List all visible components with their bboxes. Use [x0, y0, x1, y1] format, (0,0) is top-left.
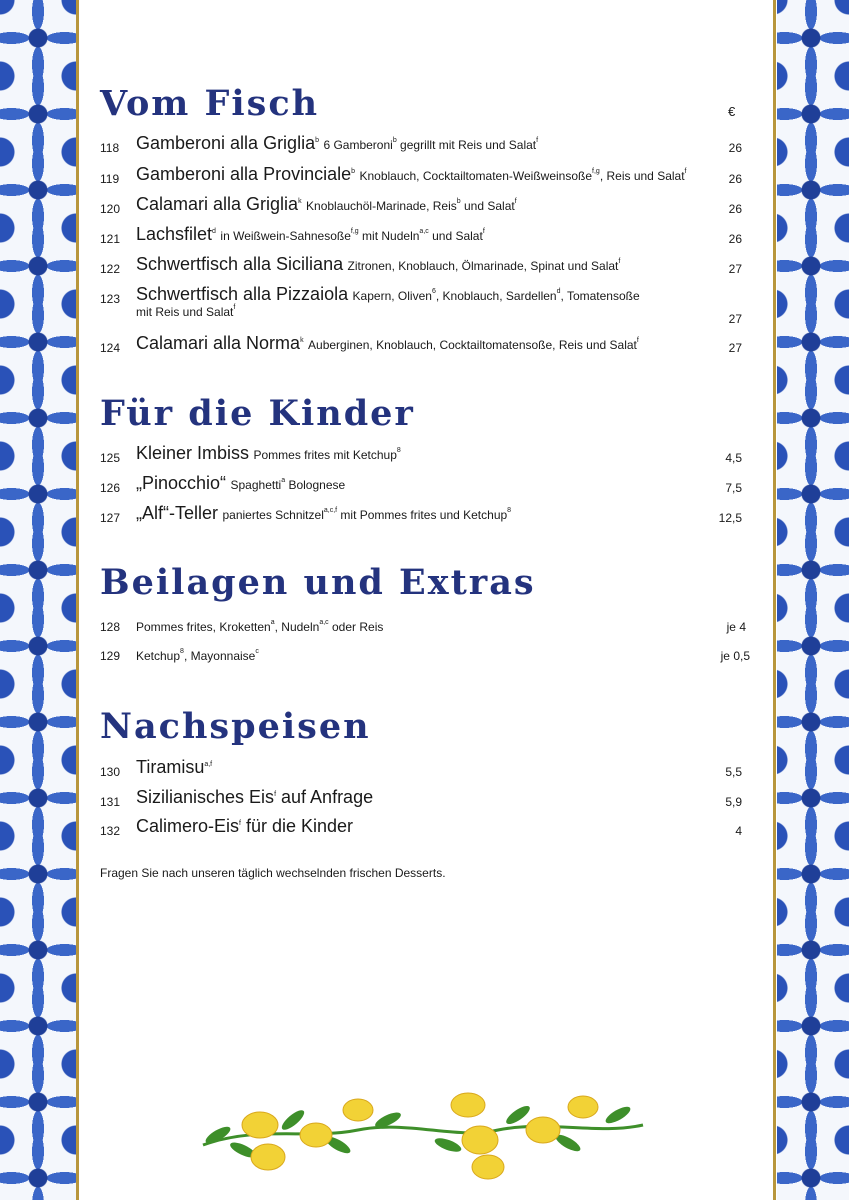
allergen-code: a,c [319, 619, 329, 626]
item-description: , Reis und Salat [599, 169, 685, 183]
item-name: „Pinocchio“ [136, 473, 227, 493]
allergen-code: a,c [419, 228, 429, 235]
item-number: 130 [100, 765, 121, 779]
allergen-code: a [281, 477, 286, 484]
item-number: 124 [100, 341, 121, 355]
item-name: Calimero-Eis [136, 816, 240, 836]
item-number: 121 [100, 232, 121, 246]
item-price: 26 [728, 141, 742, 155]
item-price: 27 [728, 312, 742, 326]
allergen-code: f [536, 137, 539, 144]
item-name: Kleiner Imbiss [136, 443, 250, 463]
item-description: Pommes frites, Kroketten [136, 620, 271, 634]
section-title-kids: Für die Kinder [100, 393, 415, 434]
item-number: 127 [100, 511, 121, 525]
item-price: 5,5 [725, 765, 742, 779]
allergen-code: f [482, 228, 485, 235]
item-description: Knoblauch, Cocktailtomaten-Weißweinsoße [359, 169, 593, 183]
item-number: 128 [100, 620, 121, 634]
item-price: je 4 [726, 620, 746, 634]
item-number: 131 [100, 795, 121, 809]
item-price: 26 [728, 232, 742, 246]
item-description: , Nudeln [274, 620, 320, 634]
allergen-code: f [514, 198, 517, 205]
item-price: 26 [728, 172, 742, 186]
item-description: Ketchup [136, 649, 181, 663]
item-price: 5,9 [725, 795, 742, 809]
allergen-code: a [270, 619, 275, 626]
item-description: in Weißwein-Sahnesoße [220, 229, 351, 243]
item-name: Lachsfilet [136, 224, 213, 244]
allergen-code: b [392, 137, 397, 144]
item-description: und Salat [460, 199, 515, 213]
lemon-branch-illustration [198, 1085, 648, 1185]
item-description: Knoblauchöl-Marinade, Reis [306, 199, 457, 213]
item-description: Spaghetti [230, 478, 282, 492]
allergen-code: 8 [507, 507, 512, 514]
azulejo-tile-border-left [0, 0, 76, 1200]
item-description: Kapern, Oliven [352, 289, 432, 303]
item-price: 12,5 [718, 511, 742, 525]
allergen-code: f [233, 304, 236, 311]
allergen-code: k [300, 337, 304, 344]
allergen-code: f [618, 258, 621, 265]
item-name: Sizilianisches Eis [136, 787, 275, 807]
item-number: 118 [100, 141, 120, 155]
item-description: , Tomatensoße [560, 289, 640, 303]
item-description: Auberginen, Knoblauch, Cocktailtomatensoße, Reis und Salat [308, 338, 637, 352]
item-number: 129 [100, 649, 121, 663]
allergen-code: f,g [350, 228, 359, 235]
item-description: Bolognese [285, 478, 346, 492]
item-description: oder Reis [328, 620, 384, 634]
item-price: 4,5 [725, 451, 742, 465]
item-description: Pommes frites mit Ketchup [253, 448, 397, 462]
allergen-code: a,f [204, 761, 213, 768]
allergen-code: f [239, 820, 241, 827]
allergen-code: f,g [592, 168, 600, 175]
allergen-code: c [255, 648, 259, 655]
item-name: Gamberoni alla Provinciale [136, 164, 352, 184]
item-number: 123 [100, 292, 121, 306]
item-description: paniertes Schnitzel [222, 508, 324, 522]
azulejo-tile-border-right [777, 0, 849, 1200]
section-title-sides: Beilagen und Extras [100, 562, 536, 603]
item-description: , Knoblauch, Sardellen [435, 289, 557, 303]
section-title-fish: Vom Fisch [100, 83, 320, 124]
item-name: Tiramisu [136, 757, 205, 777]
item-description: 6 Gamberoni [323, 138, 393, 152]
item-number: 120 [100, 202, 121, 216]
allergen-code: 8 [180, 648, 184, 655]
item-description: mit Reis und Salat [136, 305, 234, 319]
item-description: Zitronen, Knoblauch, Ölmarinade, Spinat und Salat [347, 259, 619, 273]
item-name: Schwertfisch alla Siciliana [136, 254, 344, 274]
allergen-code: d [556, 288, 561, 295]
item-name: Calamari alla Norma [136, 333, 301, 353]
item-price: 7,5 [725, 481, 742, 495]
allergen-code: a,c,f [323, 507, 338, 514]
item-name: auf Anfrage [276, 787, 374, 807]
item-price: 27 [728, 262, 742, 276]
item-number: 126 [100, 481, 121, 495]
item-description: gegrillt mit Reis und Salat [396, 138, 537, 152]
dessert-note: Fragen Sie nach unseren täglich wechselnden frischen Desserts. [100, 866, 446, 880]
item-price: 4 [735, 824, 742, 838]
item-description: , Mayonnaise [183, 649, 256, 663]
allergen-code: 8 [396, 447, 401, 454]
item-price: 26 [728, 202, 742, 216]
item-name: Schwertfisch alla Pizzaiola [136, 284, 349, 304]
item-number: 132 [100, 824, 121, 838]
allergen-code: d [212, 228, 216, 235]
allergen-code: k [298, 198, 302, 205]
section-title-desserts: Nachspeisen [100, 706, 371, 747]
allergen-code: f [274, 791, 277, 798]
allergen-code: b [315, 137, 319, 144]
gold-frame-line-right [773, 0, 776, 1200]
item-name: „Alf“-Teller [136, 503, 219, 523]
item-price: 27 [728, 341, 742, 355]
menu-page [100, 0, 750, 1200]
item-description: und Salat [428, 229, 483, 243]
allergen-code: f [636, 337, 639, 344]
item-name: Gamberoni alla Griglia [136, 133, 316, 153]
currency-label: € [728, 104, 736, 119]
item-name: für die Kinder [240, 816, 354, 836]
item-name: Calamari alla Griglia [136, 194, 299, 214]
allergen-code: b [456, 198, 461, 205]
item-price: je 0,5 [720, 649, 750, 663]
item-description: mit Nudeln [358, 229, 420, 243]
gold-frame-line-left [76, 0, 79, 1200]
allergen-code: f [684, 168, 687, 175]
item-number: 125 [100, 451, 121, 465]
item-number: 119 [100, 172, 120, 186]
item-number: 122 [100, 262, 121, 276]
item-description: mit Pommes frites und Ketchup [337, 508, 508, 522]
allergen-code: 6 [431, 288, 436, 295]
allergen-code: b [351, 168, 356, 175]
